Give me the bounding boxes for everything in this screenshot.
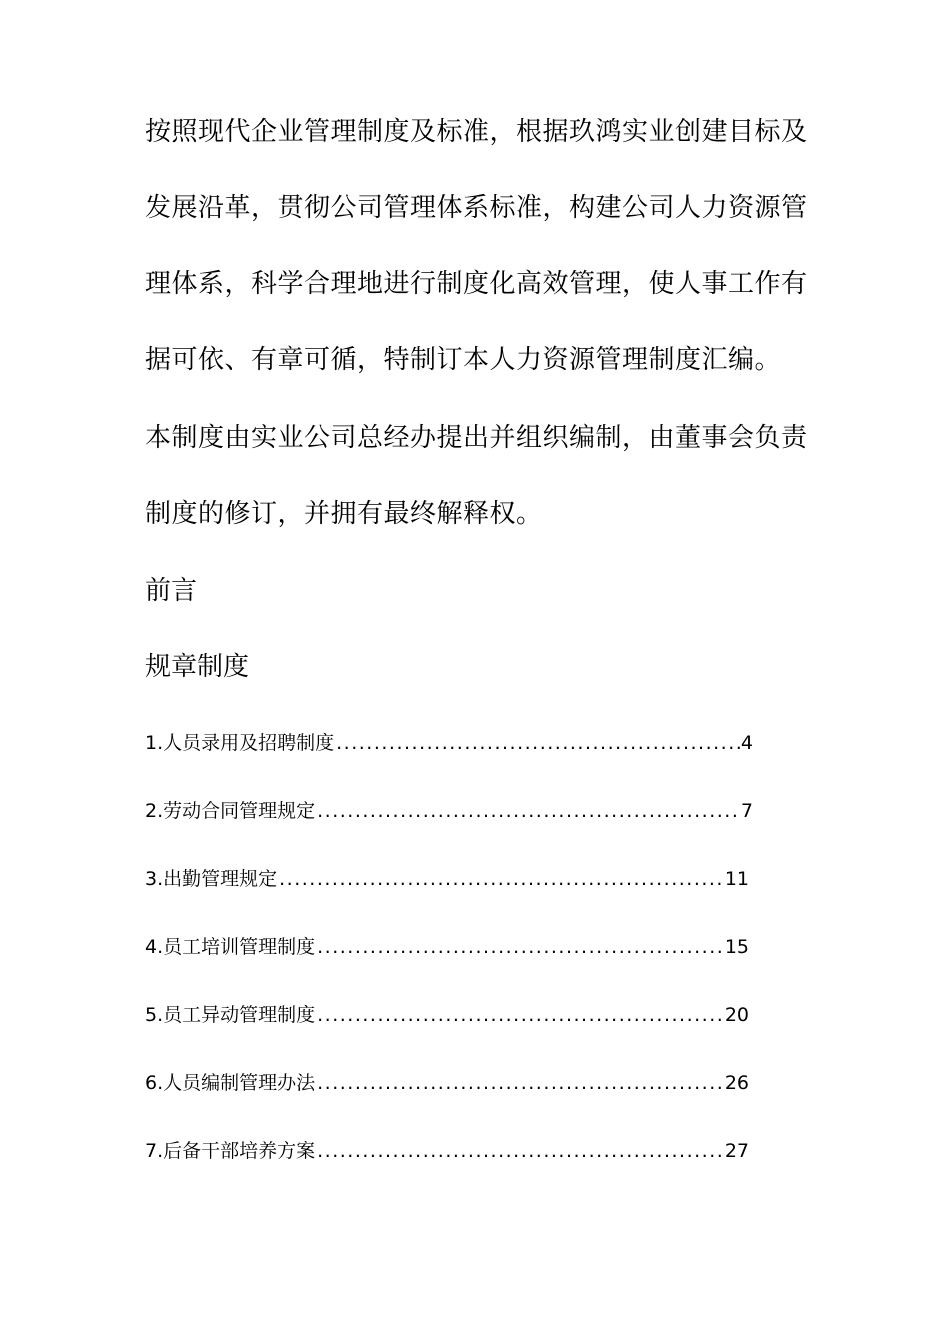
toc-entry-page: 15 [724, 936, 749, 958]
toc-entry[interactable] [145, 1071, 749, 1095]
toc-entry[interactable] [145, 935, 749, 959]
intro-line: 按照现代企业管理制度及标准，根据玖鸿实业创建目标及 [145, 117, 808, 147]
intro-line: 制度的修订，并拥有最终解释权。 [145, 499, 543, 529]
toc-entry-title: 7.后备干部培养方案 [145, 1140, 316, 1162]
toc-entry[interactable] [145, 1003, 749, 1027]
toc-entry[interactable] [145, 799, 753, 823]
toc-entry[interactable] [145, 1139, 749, 1163]
toc-entry-title: 3.出勤管理规定 [145, 868, 278, 890]
rules-heading: 规章制度 [145, 652, 250, 682]
toc-entry[interactable] [145, 867, 749, 891]
toc-entry-page: 20 [724, 1004, 749, 1026]
toc-entry-title: 6.人员编制管理办法 [145, 1072, 316, 1094]
preface-heading: 前言 [145, 576, 198, 606]
intro-line: 据可依、有章可循，特制订本人力资源管理制度汇编。 [145, 345, 782, 375]
toc-entry-page: 7 [740, 800, 753, 822]
toc-entry-title: 1.人员录用及招聘制度 [145, 732, 335, 754]
toc-dot-leader [315, 1071, 725, 1095]
toc-entry-title: 2.劳动合同管理规定 [145, 800, 316, 822]
toc-dot-leader [315, 1003, 725, 1027]
toc-entry-page: 11 [724, 868, 749, 890]
toc-entry-title: 5.员工异动管理制度 [145, 1004, 316, 1026]
toc-entry-page: 26 [724, 1072, 749, 1094]
toc-entry-title: 4.员工培训管理制度 [145, 936, 316, 958]
intro-line: 发展沿革，贯彻公司管理体系标准，构建公司人力资源管 [145, 193, 808, 223]
toc-dot-leader [315, 799, 741, 823]
toc-entry[interactable] [145, 731, 753, 755]
toc-dot-leader [277, 867, 725, 891]
toc-entry-page: 27 [724, 1140, 749, 1162]
toc-dot-leader [334, 731, 741, 755]
toc-dot-leader [315, 1139, 725, 1163]
toc-dot-leader [315, 935, 725, 959]
toc-entry-page: 4 [740, 732, 753, 754]
intro-line: 本制度由实业公司总经办提出并组织编制，由董事会负责 [145, 423, 808, 453]
intro-line: 理体系，科学合理地进行制度化高效管理，使人事工作有 [145, 269, 808, 299]
